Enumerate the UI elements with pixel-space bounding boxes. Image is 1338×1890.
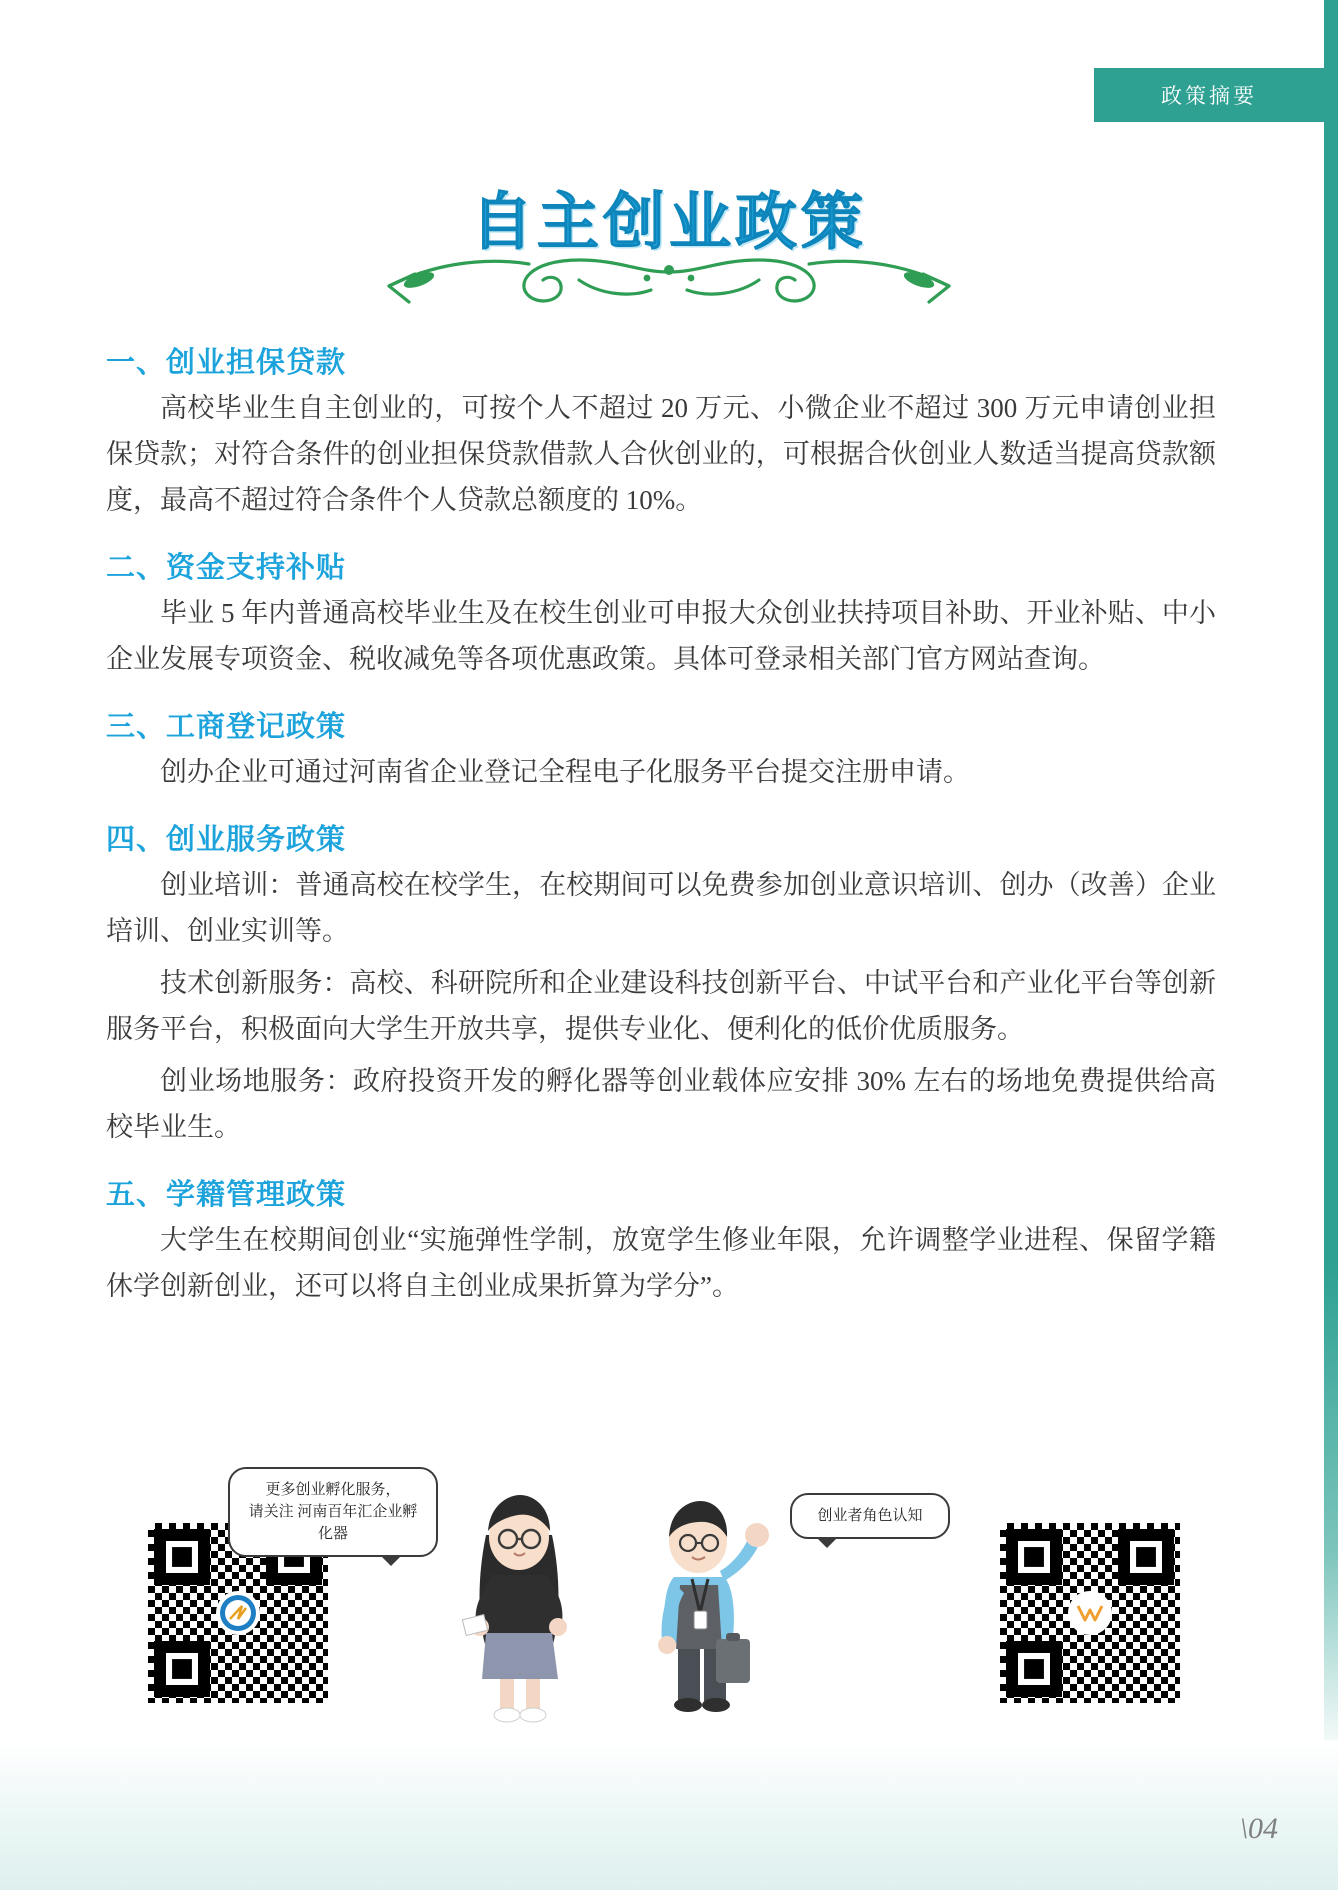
policy-section xyxy=(106,340,1216,523)
section-paragraph: 创业培训：普通高校在校学生，在校期间可以免费参加创业意识培训、创办（改善）企业培训、创业实训等。 xyxy=(106,870,1216,946)
speech-bubble-right-line1: 创业者角色认知 xyxy=(817,1508,923,1524)
header-section-tag xyxy=(1094,68,1324,122)
qr-finder-icon xyxy=(154,1529,210,1585)
page-title-text: 自主创业政策 xyxy=(470,185,867,258)
qr-logo-icon xyxy=(216,1591,260,1635)
section-paragraph: 毕业 5 年内普通高校毕业生及在校生创业可申报大众创业扶持项目补助、开业补贴、中小企业发展专项资金、税收减免等各项优惠政策。具体可登录相关部门官方网站查询。 xyxy=(106,598,1216,674)
speech-bubble-right xyxy=(790,1493,950,1539)
qr-finder-icon xyxy=(1118,1529,1174,1585)
footer-band xyxy=(0,1740,1338,1890)
section-heading: 四、创业服务政策 xyxy=(106,822,347,856)
character-female-illustration xyxy=(438,1483,598,1723)
section-paragraph: 技术创新服务：高校、科研院所和企业建设科技创新平台、中试平台和产业化平台等创新服务平台，积极面向大学生开放共享，提供专业化、便利化的低价优质服务。 xyxy=(106,968,1216,1044)
policy-section xyxy=(106,1172,1216,1309)
section-paragraph: 大学生在校期间创业“实施弹性学制，放宽学生修业年限，允许调整学业进程、保留学籍休学创新创业，还可以将自主创业成果折算为学分”。 xyxy=(106,1225,1216,1301)
speech-bubble-left-line1: 更多创业孵化服务， xyxy=(265,1482,401,1498)
qr-finder-icon xyxy=(154,1641,210,1697)
illustration-area xyxy=(0,1455,1338,1745)
header-section-tag-label: 政策摘要 xyxy=(1161,85,1257,108)
policy-section xyxy=(106,704,1216,795)
qr-logo-icon xyxy=(1068,1591,1112,1635)
policy-section xyxy=(106,817,1216,1150)
ornament-divider xyxy=(279,250,1059,320)
page-title xyxy=(0,172,1338,261)
policy-section xyxy=(106,545,1216,682)
section-heading: 三、工商登记政策 xyxy=(106,709,347,743)
section-paragraph: 创业场地服务：政府投资开发的孵化器等创业载体应安排 30% 左右的场地免费提供给高校毕业生。 xyxy=(106,1066,1216,1142)
section-heading: 五、学籍管理政策 xyxy=(106,1177,347,1211)
speech-bubble-left xyxy=(228,1467,438,1557)
qr-finder-icon xyxy=(1006,1529,1062,1585)
speech-bubble-left-line2: 请关注 河南百年汇企业孵化器 xyxy=(248,1504,418,1542)
qr-finder-icon xyxy=(1006,1641,1062,1697)
character-male-illustration xyxy=(630,1493,800,1725)
section-heading: 一、创业担保贷款 xyxy=(106,345,347,379)
section-heading: 二、资金支持补贴 xyxy=(106,550,347,584)
policy-content xyxy=(106,340,1216,1331)
page-number: \04 xyxy=(1239,1812,1278,1845)
section-paragraph: 创办企业可通过河南省企业登记全程电子化服务平台提交注册申请。 xyxy=(160,757,970,787)
qr-code-role-cognition[interactable] xyxy=(992,1515,1188,1711)
section-paragraph: 高校毕业生自主创业的，可按个人不超过 20 万元、小微企业不超过 300 万元申请创业担保贷款；对符合条件的创业担保贷款借款人合伙创业的，可根据合伙创业人数适当提高贷款额度，最高不超过符合条件个人贷款总额度的 10%。 xyxy=(106,393,1216,515)
